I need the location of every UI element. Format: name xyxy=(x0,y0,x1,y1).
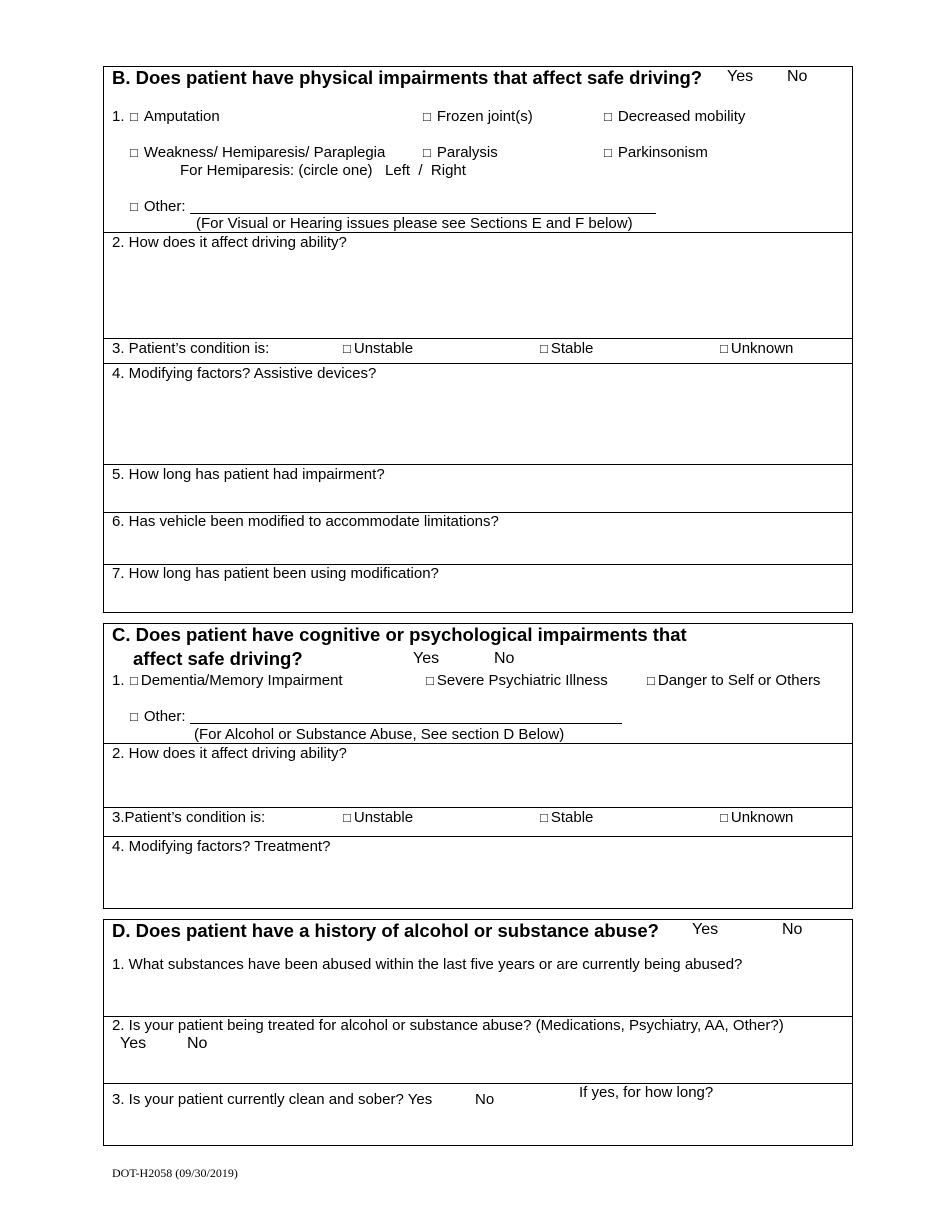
checkbox-icon[interactable]: □ xyxy=(426,673,434,688)
checkbox-icon[interactable]: □ xyxy=(720,810,728,825)
section-c-divider xyxy=(103,807,853,808)
other-note-b: (For Visual or Hearing issues please see Sections E and F below) xyxy=(196,215,633,232)
section-d-q2-no[interactable]: No xyxy=(187,1035,208,1052)
section-b-yes[interactable]: Yes xyxy=(727,68,754,85)
section-b-divider xyxy=(103,338,853,339)
section-d-q3: 3. Is your patient currently clean and sober? Yes xyxy=(112,1091,433,1108)
other-note-c: (For Alcohol or Substance Abuse, See section D Below) xyxy=(194,726,565,743)
option-label: Unknown xyxy=(730,340,794,357)
option-severe-psychiatric[interactable] xyxy=(426,672,608,689)
section-c-divider xyxy=(103,836,853,837)
checkbox-icon[interactable]: □ xyxy=(130,145,138,160)
section-b-q4: 4. Modifying factors? Assistive devices? xyxy=(112,365,377,382)
checkbox-icon[interactable]: □ xyxy=(130,709,138,724)
checkbox-icon[interactable]: □ xyxy=(720,341,728,356)
other-option-c[interactable] xyxy=(130,708,186,725)
option-label: Unstable xyxy=(353,340,414,357)
section-c-q4: 4. Modifying factors? Treatment? xyxy=(112,838,331,855)
section-b-q5: 5. How long has patient had impairment? xyxy=(112,466,385,483)
section-b-divider xyxy=(103,464,853,465)
option-decreased-mobility[interactable] xyxy=(604,108,745,125)
section-d-q3-no[interactable]: No xyxy=(475,1091,495,1108)
other-input-line-c[interactable] xyxy=(190,723,622,724)
checkbox-icon[interactable]: □ xyxy=(604,145,612,160)
option-label: Danger to Self or Others xyxy=(657,672,821,689)
option-paralysis[interactable] xyxy=(423,144,498,161)
section-d-q2-yes[interactable]: Yes xyxy=(120,1035,147,1052)
option-label: Unknown xyxy=(730,809,794,826)
option-label: Decreased mobility xyxy=(617,108,746,125)
section-c-q2: 2. How does it affect driving ability? xyxy=(112,745,347,762)
checkbox-icon[interactable]: □ xyxy=(540,341,548,356)
option-danger-self-others[interactable] xyxy=(647,672,820,689)
hemiparesis-circle-one: For Hemiparesis: (circle one) Left / Right xyxy=(180,162,466,179)
section-b-q1-number: 1. xyxy=(112,108,125,125)
section-b-divider xyxy=(103,232,853,233)
section-d-divider xyxy=(103,1083,853,1084)
option-label: Parkinsonism xyxy=(617,144,708,161)
section-c-divider xyxy=(103,743,853,744)
section-d-q2: 2. Is your patient being treated for alcohol or substance abuse? (Medications, Psychiatry, AA, Other?) xyxy=(112,1017,784,1034)
other-input-line-b[interactable] xyxy=(190,213,656,214)
other-label: Other: xyxy=(143,708,186,725)
section-c-q1-number: 1. xyxy=(112,672,125,689)
checkbox-icon[interactable]: □ xyxy=(343,341,351,356)
option-label: Weakness/ Hemiparesis/ Paraplegia xyxy=(143,144,386,161)
option-label: Stable xyxy=(550,340,594,357)
section-b-no[interactable]: No xyxy=(787,68,808,85)
option-amputation[interactable] xyxy=(130,108,220,125)
option-label: Frozen joint(s) xyxy=(436,108,533,125)
condition-unknown-b[interactable] xyxy=(720,340,793,357)
option-label: Stable xyxy=(550,809,594,826)
condition-stable-c[interactable] xyxy=(540,809,593,826)
option-label: Severe Psychiatric Illness xyxy=(436,672,608,689)
condition-unknown-c[interactable] xyxy=(720,809,793,826)
section-c-no[interactable]: No xyxy=(494,650,515,667)
checkbox-icon[interactable]: □ xyxy=(423,145,431,160)
checkbox-icon[interactable]: □ xyxy=(130,673,138,688)
other-label: Other: xyxy=(143,198,186,215)
section-b-q6: 6. Has vehicle been modified to accommodate limitations? xyxy=(112,513,499,530)
checkbox-icon[interactable]: □ xyxy=(423,109,431,124)
checkbox-icon[interactable]: □ xyxy=(540,810,548,825)
section-b-q2: 2. How does it affect driving ability? xyxy=(112,234,347,251)
option-label: Dementia/Memory Impairment xyxy=(140,672,343,689)
option-label: Unstable xyxy=(353,809,414,826)
section-c-q3: 3.Patient’s condition is: xyxy=(112,809,266,826)
section-d-q3-howlong: If yes, for how long? xyxy=(579,1084,714,1101)
section-d-yes[interactable]: Yes xyxy=(692,921,719,938)
option-dementia[interactable] xyxy=(130,672,343,689)
checkbox-icon[interactable]: □ xyxy=(647,673,655,688)
section-b-divider xyxy=(103,363,853,364)
section-d-no[interactable]: No xyxy=(782,921,803,938)
section-d-q1: 1. What substances have been abused within the last five years or are currently being abused? xyxy=(112,956,743,973)
checkbox-icon[interactable]: □ xyxy=(604,109,612,124)
checkbox-icon[interactable]: □ xyxy=(343,810,351,825)
other-option-b[interactable] xyxy=(130,198,186,215)
condition-stable-b[interactable] xyxy=(540,340,593,357)
option-parkinsonism[interactable] xyxy=(604,144,708,161)
section-d-title: D. Does patient have a history of alcohol or substance abuse? xyxy=(112,920,659,941)
checkbox-icon[interactable]: □ xyxy=(130,199,138,214)
section-c-title: C. Does patient have cognitive or psychological impairments that xyxy=(112,624,687,645)
option-frozen-joints[interactable] xyxy=(423,108,533,125)
section-b-q7: 7. How long has patient been using modification? xyxy=(112,565,439,582)
option-label: Amputation xyxy=(143,108,220,125)
section-c-yes[interactable]: Yes xyxy=(413,650,440,667)
condition-unstable-c[interactable] xyxy=(343,809,413,826)
checkbox-icon[interactable]: □ xyxy=(130,109,138,124)
condition-unstable-b[interactable] xyxy=(343,340,413,357)
option-label: Paralysis xyxy=(436,144,498,161)
section-c-title-line2: affect safe driving? xyxy=(133,648,303,669)
section-b-title: B. Does patient have physical impairments that affect safe driving? xyxy=(112,67,703,88)
option-weakness[interactable] xyxy=(130,144,385,161)
form-number-footer: DOT-H2058 (09/30/2019) xyxy=(112,1166,238,1180)
section-b-q3: 3. Patient’s condition is: xyxy=(112,340,270,357)
